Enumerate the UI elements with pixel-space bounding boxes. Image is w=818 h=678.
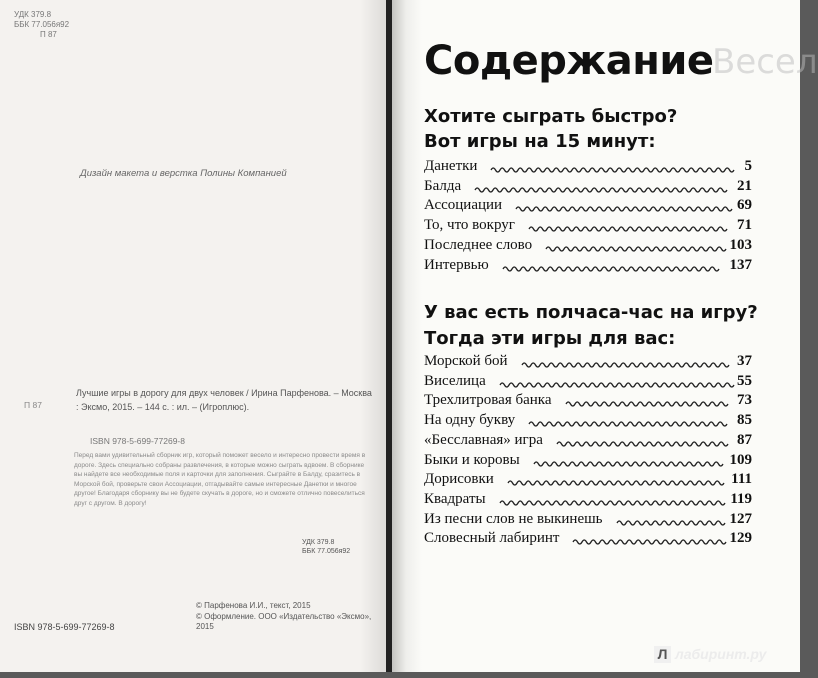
toc-entry-page: 111 [731, 471, 752, 488]
page-title: Содержание [424, 38, 714, 84]
toc-entry [424, 412, 752, 432]
author-code: П 87 [24, 400, 42, 410]
toc-entry-page: 109 [729, 451, 752, 468]
section-heading: Хотите сыграть быстро? [424, 106, 678, 127]
bbk-code-bottom: ББК 77.056я92 [302, 548, 351, 555]
bbk-code: ББК 77.056я92 [14, 20, 70, 29]
section-heading: Тогда эти игры для вас: [424, 328, 676, 349]
udk-bottom-block [302, 538, 350, 556]
toc-entry-page: 37 [737, 353, 752, 369]
toc-entry-page: 55 [737, 372, 752, 389]
toc-entry-page: 103 [729, 236, 752, 253]
toc-entry [424, 432, 752, 452]
wavy-leader [534, 458, 720, 470]
toc-entry [424, 452, 752, 472]
watermark-text: лабиринт.ру [675, 646, 767, 662]
toc-entry [424, 530, 752, 550]
section-heading: У вас есть полчаса-час на игру? [424, 302, 758, 323]
author-mark: П 87 [40, 30, 57, 39]
toc-entry-title: Быки и коровы [424, 451, 520, 468]
toc-entry-page: 129 [729, 530, 752, 547]
wavy-leader [500, 497, 721, 509]
bleed-through-text: Весел [712, 42, 818, 82]
isbn-bottom: ISBN 978-5-699-77269-8 [14, 622, 115, 632]
watermark [654, 646, 766, 663]
wavy-leader [516, 203, 727, 215]
toc-entry-page: 5 [744, 158, 752, 174]
toc-entry [424, 392, 752, 412]
toc-entry-title: Квадраты [424, 490, 486, 507]
copyright-block [196, 601, 388, 633]
toc-entry-title: «Бесславная» игра [424, 431, 543, 448]
left-page [0, 0, 388, 672]
wavy-leader [522, 359, 727, 371]
toc-entry-title: Из песни слов не выкинешь [424, 510, 603, 527]
toc-entry-page: 127 [729, 510, 752, 527]
toc-entry [424, 158, 752, 178]
toc-entry-page: 119 [730, 490, 752, 507]
toc-entry [424, 471, 752, 491]
toc-entry-title: Балда [424, 177, 462, 194]
bibliographic-record: Лучшие игры в дорогу для двух человек / Ирина Парфенова. – Москва : Эксмо, 2015. – 144 с. : ил. – (Игроплюс). [76, 388, 372, 412]
wavy-leader [500, 379, 727, 391]
wavy-leader [475, 184, 727, 196]
toc-entry [424, 217, 752, 237]
wavy-leader [557, 438, 727, 450]
toc-entry-page: 137 [729, 256, 752, 273]
wavy-leader [491, 164, 734, 176]
toc-entry-title: На одну букву [424, 412, 516, 429]
wavy-leader [503, 263, 720, 275]
toc-entry [424, 373, 752, 393]
toc-entry-title: Словесный лабиринт [424, 530, 560, 547]
toc-entry-title: Морской бой [424, 353, 508, 369]
toc-entry-page: 69 [737, 197, 752, 214]
toc-entry [424, 237, 752, 257]
toc-entry-title: Трехлитровая банка [424, 392, 552, 409]
wavy-leader [573, 536, 719, 548]
toc-entry-title: Интервью [424, 256, 489, 273]
toc-entry [424, 257, 752, 277]
udk-top-block [14, 10, 69, 40]
labirint-logo-icon: Л [654, 646, 671, 663]
toc-entry-page: 87 [737, 431, 752, 448]
toc-entry-title: Дорисовки [424, 471, 494, 488]
toc-entry-title: Последнее слово [424, 236, 533, 253]
toc-entry [424, 353, 752, 373]
wavy-leader [566, 398, 727, 410]
toc-entry-page: 85 [737, 412, 752, 429]
design-credit: Дизайн макета и верстка Полины Компанией [80, 168, 287, 179]
copyright-text: © Парфенова И.И., текст, 2015 [196, 601, 311, 610]
isbn-small: ISBN 978-5-699-77269-8 [90, 436, 185, 446]
toc-entry-page: 71 [737, 217, 752, 234]
wavy-leader [546, 243, 719, 255]
wavy-leader [529, 418, 727, 430]
toc-entry-title: Данетки [424, 158, 478, 174]
udk-code: УДК 379.8 [14, 10, 52, 19]
toc-entry-page: 73 [737, 392, 752, 409]
toc-entry-title: Ассоциации [424, 197, 503, 214]
section-heading: Вот игры на 15 минут: [424, 131, 656, 152]
toc-entry [424, 178, 752, 198]
wavy-leader [508, 477, 721, 489]
toc-entry-title: То, что вокруг [424, 217, 515, 234]
toc-entry-title: Виселица [424, 372, 486, 389]
udk-code-bottom: УДК 379.8 [302, 539, 335, 546]
toc-entry [424, 197, 752, 217]
wavy-leader [617, 517, 720, 529]
annotation: Перед вами удивительный сборник игр, который поможет весело и интересно провести время в дороге. Здесь специально собраны развлечения, в которые можно сыграть вдвоем. В сборнике вы найдете все необходимые поля и карточки для заполнения. Сыграйте в Балду, сразитесь в Морской бой, проверьте свои Ассоциации, отгадывайте самые интересные Данетки и многое другое! Благодаря сборнику вы не будете скучать в дороге, но и сможете отлично повеселиться друг с другом. В дорогу! [74, 452, 366, 507]
toc-entry-page: 21 [737, 177, 752, 194]
copyright-design: © Оформление. ООО «Издательство «Эксмо», 2015 [196, 611, 372, 631]
wavy-leader [529, 223, 727, 235]
toc-entry [424, 491, 752, 511]
toc-entry [424, 511, 752, 531]
